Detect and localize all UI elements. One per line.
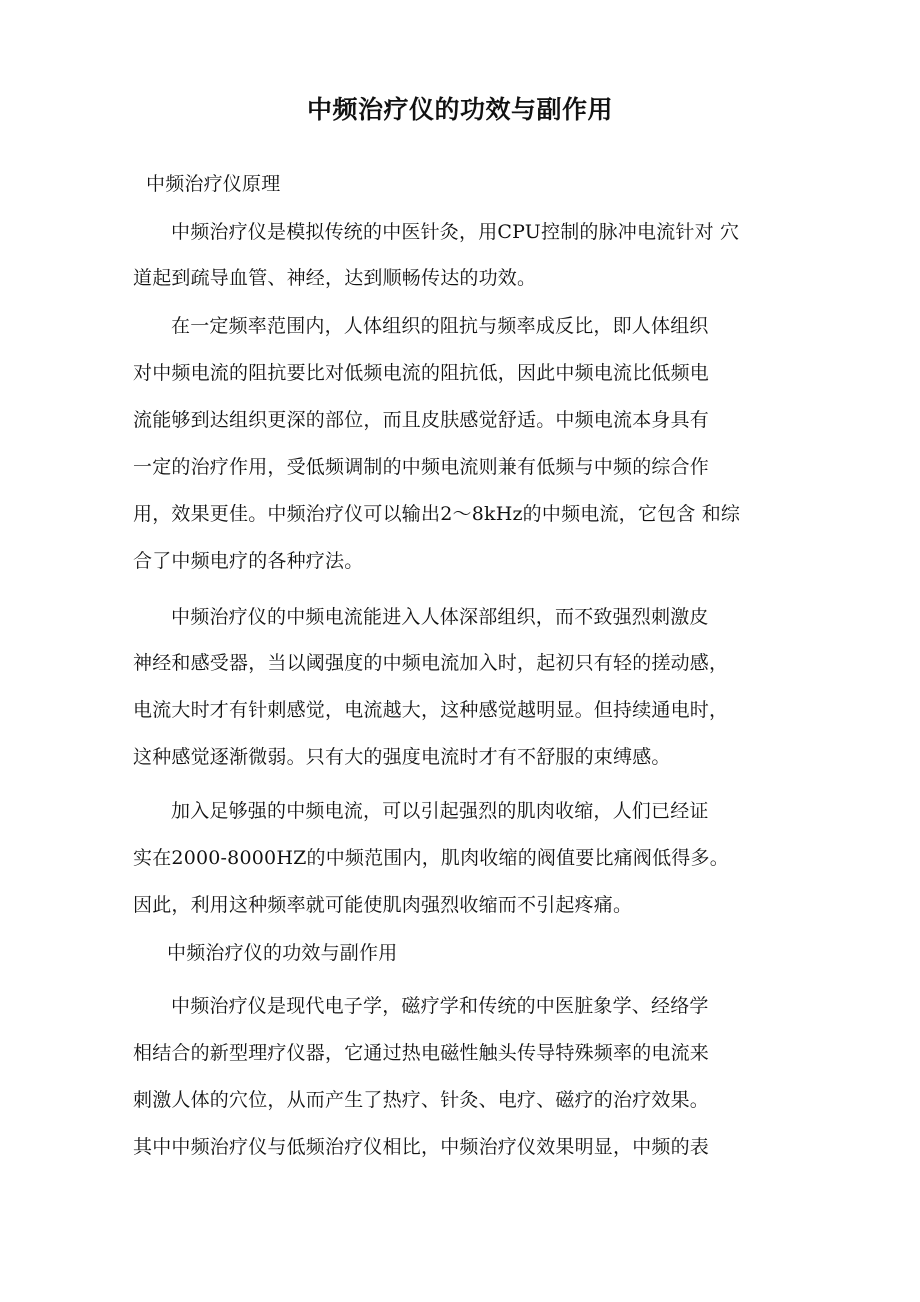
paragraph-line: 流能够到达组织更深的部位，而且皮肤感觉舒适。中频电流本身具有 (133, 409, 710, 431)
paragraph-line: 对中频电流的阻抗要比对低频电流的阻抗低，因此中频电流比低频电 (133, 362, 710, 384)
paragraph-line: 用，效果更佳。中频治疗仪可以输出2〜8kHz的中频电流，它包含 和综 (133, 503, 741, 525)
paragraph-line: 电流大时才有针刺感觉，电流越大，这种感觉越明显。但持续通电时， (133, 699, 729, 721)
paragraph-line: 因此，利用这种频率就可能使肌肉强烈收缩而不引起疼痛。 (133, 894, 633, 916)
paragraph-line: 实在2000-8000HZ的中频范围内，肌肉收缩的阀值要比痛阀低得多。 (133, 847, 729, 869)
paragraph-line: 道起到疏导血管、神经，达到顺畅传达的功效。 (133, 267, 537, 289)
paragraph-line: 合了中频电疗的各种疗法。 (133, 550, 364, 572)
section-heading-effects: 中频治疗仪的功效与副作用 (167, 942, 398, 964)
paragraph-line: 相结合的新型理疗仪器，它通过热电磁性触头传导特殊频率的电流来 (133, 1042, 710, 1064)
section-heading-principle: 中频治疗仪原理 (146, 173, 281, 195)
paragraph-line: 这种感觉逐渐微弱。只有大的强度电流时才有不舒服的束缚感。 (133, 746, 671, 768)
paragraph-line: 在一定频率范围内，人体组织的阻抗与频率成反比，即人体组织 (171, 315, 709, 337)
paragraph-line: 中频治疗仪的中频电流能进入人体深部组织，而不致强烈刺激皮 (171, 606, 709, 628)
document-title: 中频治疗仪的功效与副作用 (306, 95, 613, 124)
paragraph-line: 中频治疗仪是模拟传统的中医针灸，用CPU控制的脉冲电流针对 穴 (171, 221, 740, 243)
paragraph-line: 一定的治疗作用，受低频调制的中频电流则兼有低频与中频的综合作 (133, 456, 710, 478)
paragraph-line: 其中中频治疗仪与低频治疗仪相比，中频治疗仪效果明显，中频的表 (133, 1136, 710, 1158)
paragraph-line: 神经和感受器，当以阈强度的中频电流加入时，起初只有轻的搓动感， (133, 652, 729, 674)
paragraph-line: 刺激人体的穴位，从而产生了热疗、针灸、电疗、磁疗的治疗效果。 (133, 1089, 710, 1111)
paragraph-line: 加入足够强的中频电流，可以引起强烈的肌肉收缩，人们已经证 (171, 800, 709, 822)
paragraph-line: 中频治疗仪是现代电子学，磁疗学和传统的中医脏象学、经络学 (171, 995, 709, 1017)
